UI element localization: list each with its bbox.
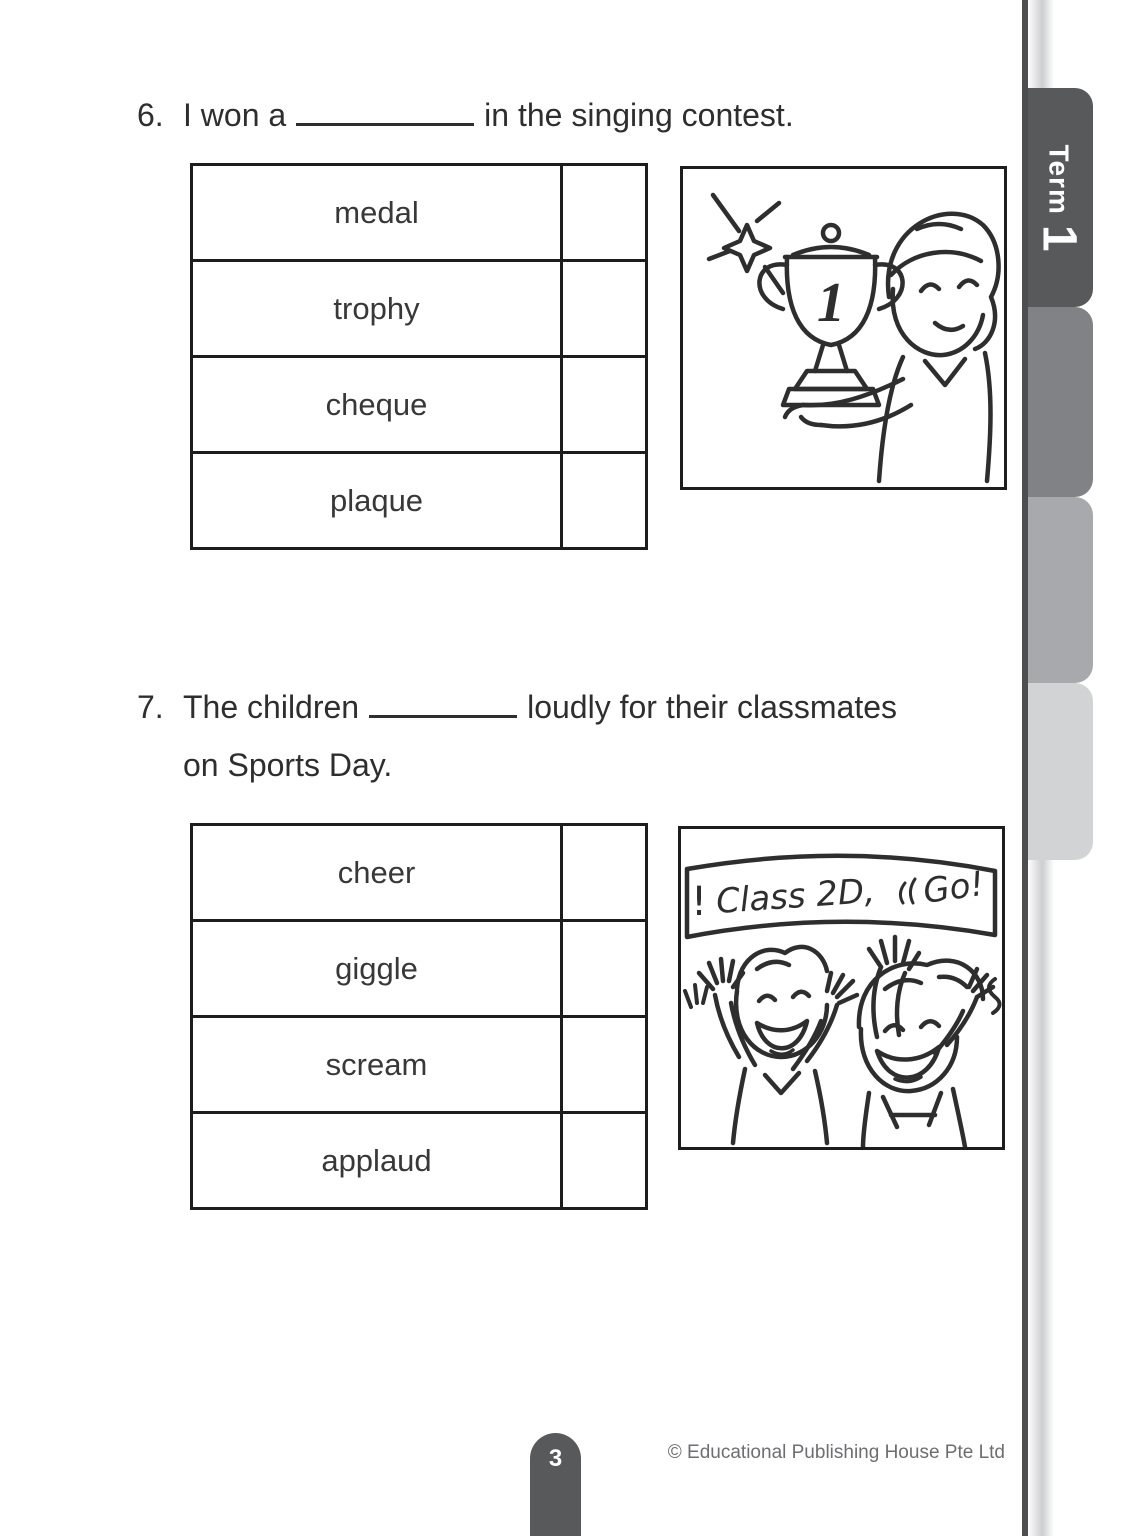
page-edge-line <box>1022 0 1028 1536</box>
option-word: cheer <box>337 854 416 890</box>
option-word: trophy <box>333 290 420 326</box>
copyright-text: © Educational Publishing House Pte Ltd <box>667 1442 1005 1463</box>
question-6-answer-blank[interactable] <box>296 123 474 126</box>
banner-text-label: Class 2D, <box>714 870 877 922</box>
answer-box-cell[interactable] <box>560 262 645 355</box>
option-row <box>193 1015 645 1111</box>
question-7-options-table <box>190 823 648 1210</box>
option-row <box>193 451 645 547</box>
question-6-number: 6. <box>137 97 164 133</box>
option-row <box>193 166 645 259</box>
side-tab-2 <box>1024 307 1093 497</box>
answer-box-cell[interactable] <box>560 166 645 259</box>
answer-box-cell[interactable] <box>560 1114 645 1207</box>
option-word: cheque <box>325 386 428 422</box>
option-word: giggle <box>335 950 418 986</box>
option-row <box>193 919 645 1015</box>
answer-box-cell[interactable] <box>560 454 645 547</box>
term-number: 1 <box>1032 224 1085 252</box>
question-7-sentence <box>137 678 897 794</box>
option-row <box>193 1111 645 1207</box>
answer-box-cell[interactable] <box>560 358 645 451</box>
question-6-text-before: I won a <box>183 97 287 133</box>
banner-edge-label: ! <box>691 879 708 925</box>
option-row <box>193 826 645 919</box>
question-7-answer-blank[interactable] <box>369 715 517 718</box>
option-row <box>193 259 645 355</box>
answer-box-cell[interactable] <box>560 1018 645 1111</box>
question-6-illustration-box <box>680 166 1007 490</box>
banner-text2-label: Go! <box>920 863 987 912</box>
side-tab-4 <box>1024 683 1093 860</box>
trophy-girl-illustration <box>683 169 1004 487</box>
page-number: 3 <box>548 1445 563 1472</box>
term-word: Term <box>1043 143 1075 215</box>
trophy-number-label: 1 <box>817 272 845 334</box>
cheering-children-illustration <box>681 829 1002 1147</box>
option-word: plaque <box>329 482 424 518</box>
question-6-options-table <box>190 163 648 550</box>
answer-box-cell[interactable] <box>560 826 645 919</box>
question-6-sentence <box>137 86 794 144</box>
question-7-text-before: The children <box>183 689 360 725</box>
question-6-text-after: in the singing contest. <box>484 97 794 133</box>
page-number-tab <box>530 1433 581 1536</box>
option-word: medal <box>334 194 419 230</box>
question-7-text-after: loudly for their classmates <box>527 689 898 725</box>
answer-box-cell[interactable] <box>560 922 645 1015</box>
term-tab-label <box>1031 144 1086 251</box>
option-word: applaud <box>321 1142 432 1178</box>
option-row <box>193 355 645 451</box>
question-7-text-line2: on Sports Day. <box>183 747 393 783</box>
side-tab-term-1 <box>1024 88 1093 307</box>
question-7-illustration-box <box>678 826 1005 1150</box>
side-tab-3 <box>1024 497 1093 683</box>
option-word: scream <box>325 1046 428 1082</box>
question-7-number: 7. <box>137 689 164 725</box>
